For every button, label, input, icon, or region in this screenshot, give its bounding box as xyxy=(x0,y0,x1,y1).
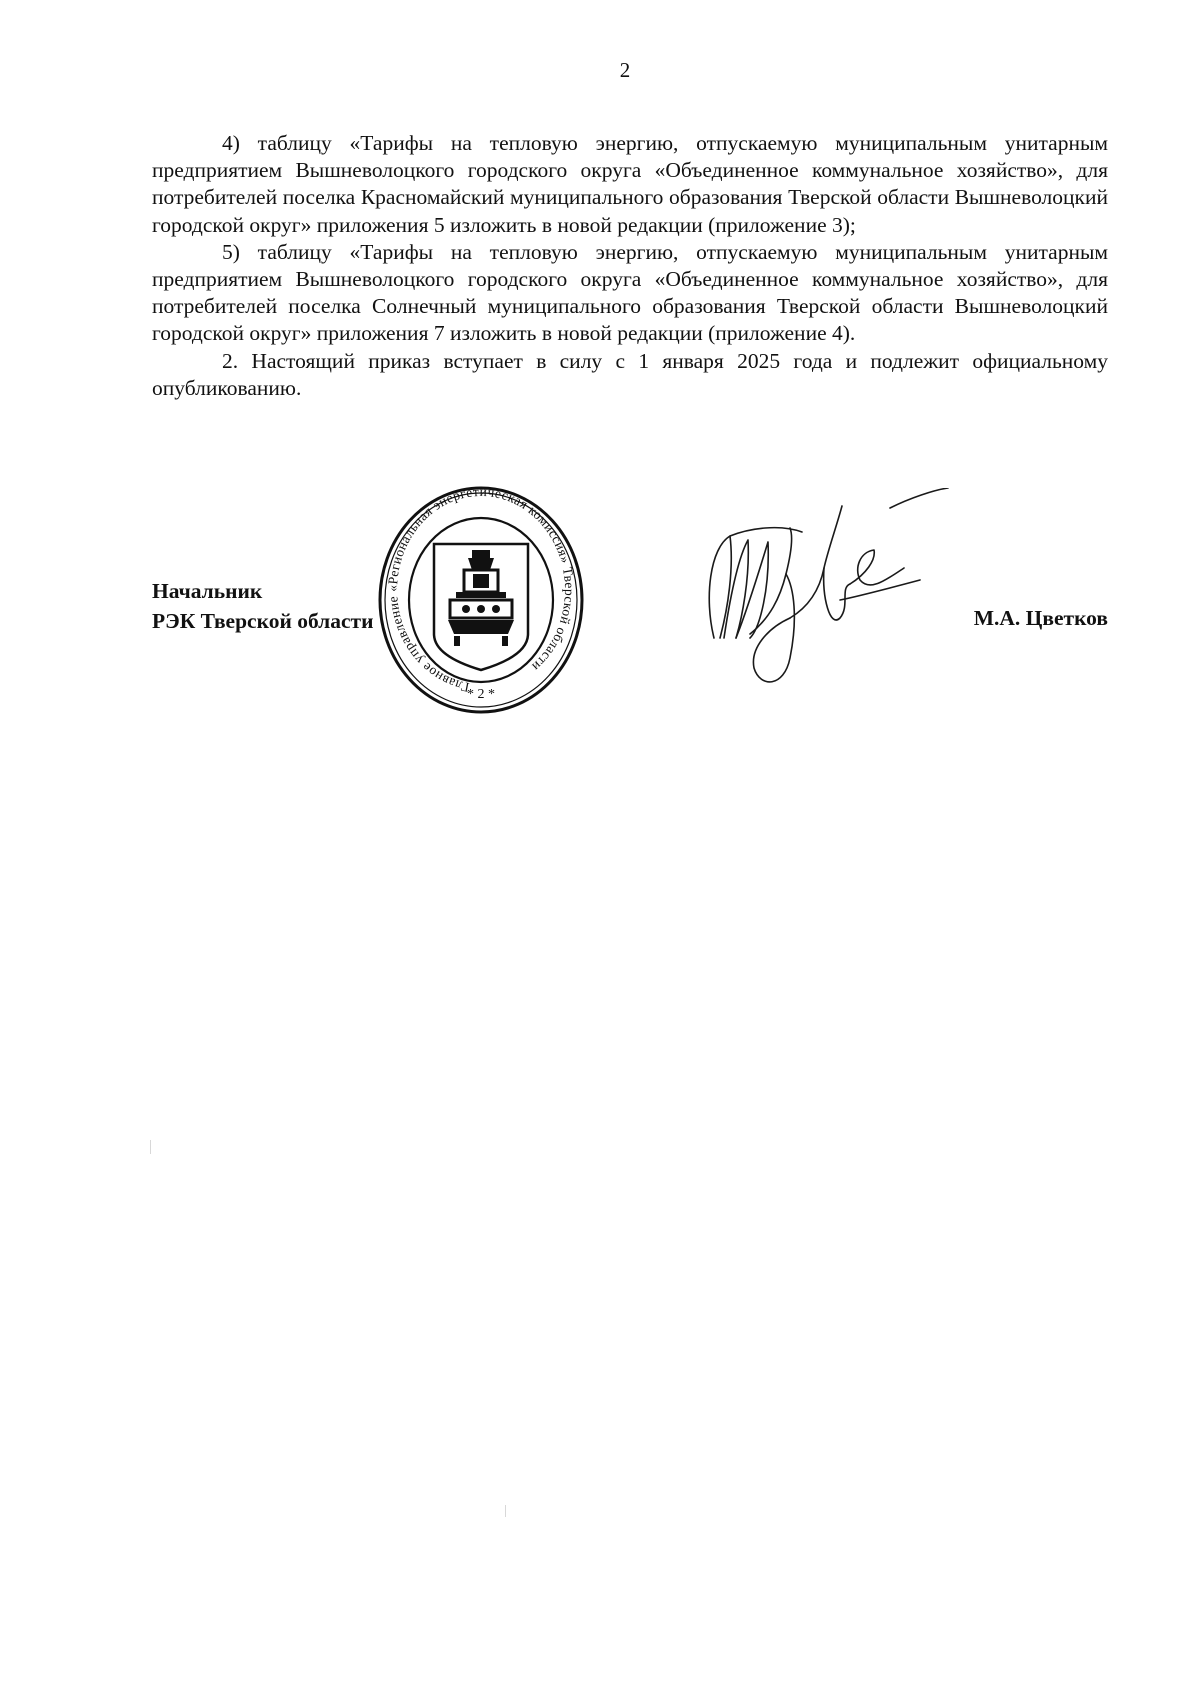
official-seal-stamp xyxy=(376,484,586,716)
handwritten-signature-icon xyxy=(690,488,950,688)
page-number: 2 xyxy=(619,58,631,82)
signatory-name: М.А. Цветков xyxy=(973,606,1108,630)
tver-coat-of-arms-icon xyxy=(434,544,528,670)
seal-bottom-text: * 2 * xyxy=(467,687,495,702)
document-body xyxy=(152,130,1108,402)
svg-text:Главное управление «Региональн xyxy=(385,484,577,695)
paragraph-item-5: 5) таблицу «Тарифы на тепловую энергию, отпускаемую муниципальным унитарным предприятием Вышневолоцкого городского округа «Объединенное коммунальное хозяйство», для потребителей поселка Солнечный муниципального образования Тверской области Вышневолоцкий городской округ» приложения 7 изложить в новой редакции (приложение 4). xyxy=(152,239,1108,346)
paragraph-item-4: 4) таблицу «Тарифы на тепловую энергию, отпускаемую муниципальным унитарным предприятием Вышневолоцкого городского округа «Объединенное коммунальное хозяйство», для потребителей поселка Красномайский муниципального образования Тверской области Вышневолоцкий городской округ» приложения 5 изложить в новой редакции (приложение 3); xyxy=(152,131,1108,237)
seal-ring-text: Главное управление «Региональная энергетическая комиссия» Тверской области xyxy=(385,484,578,696)
scan-artifact-left xyxy=(150,1140,151,1154)
signatory-title xyxy=(152,576,374,636)
scan-artifact-center xyxy=(505,1505,506,1517)
signatory-position: Начальник xyxy=(152,579,263,603)
paragraph-effective-date: 2. Настоящий приказ вступает в силу с 1 января 2025 года и подлежит официальному опубликованию. xyxy=(152,348,1108,400)
signatory-organization: РЭК Тверской области xyxy=(152,609,374,633)
